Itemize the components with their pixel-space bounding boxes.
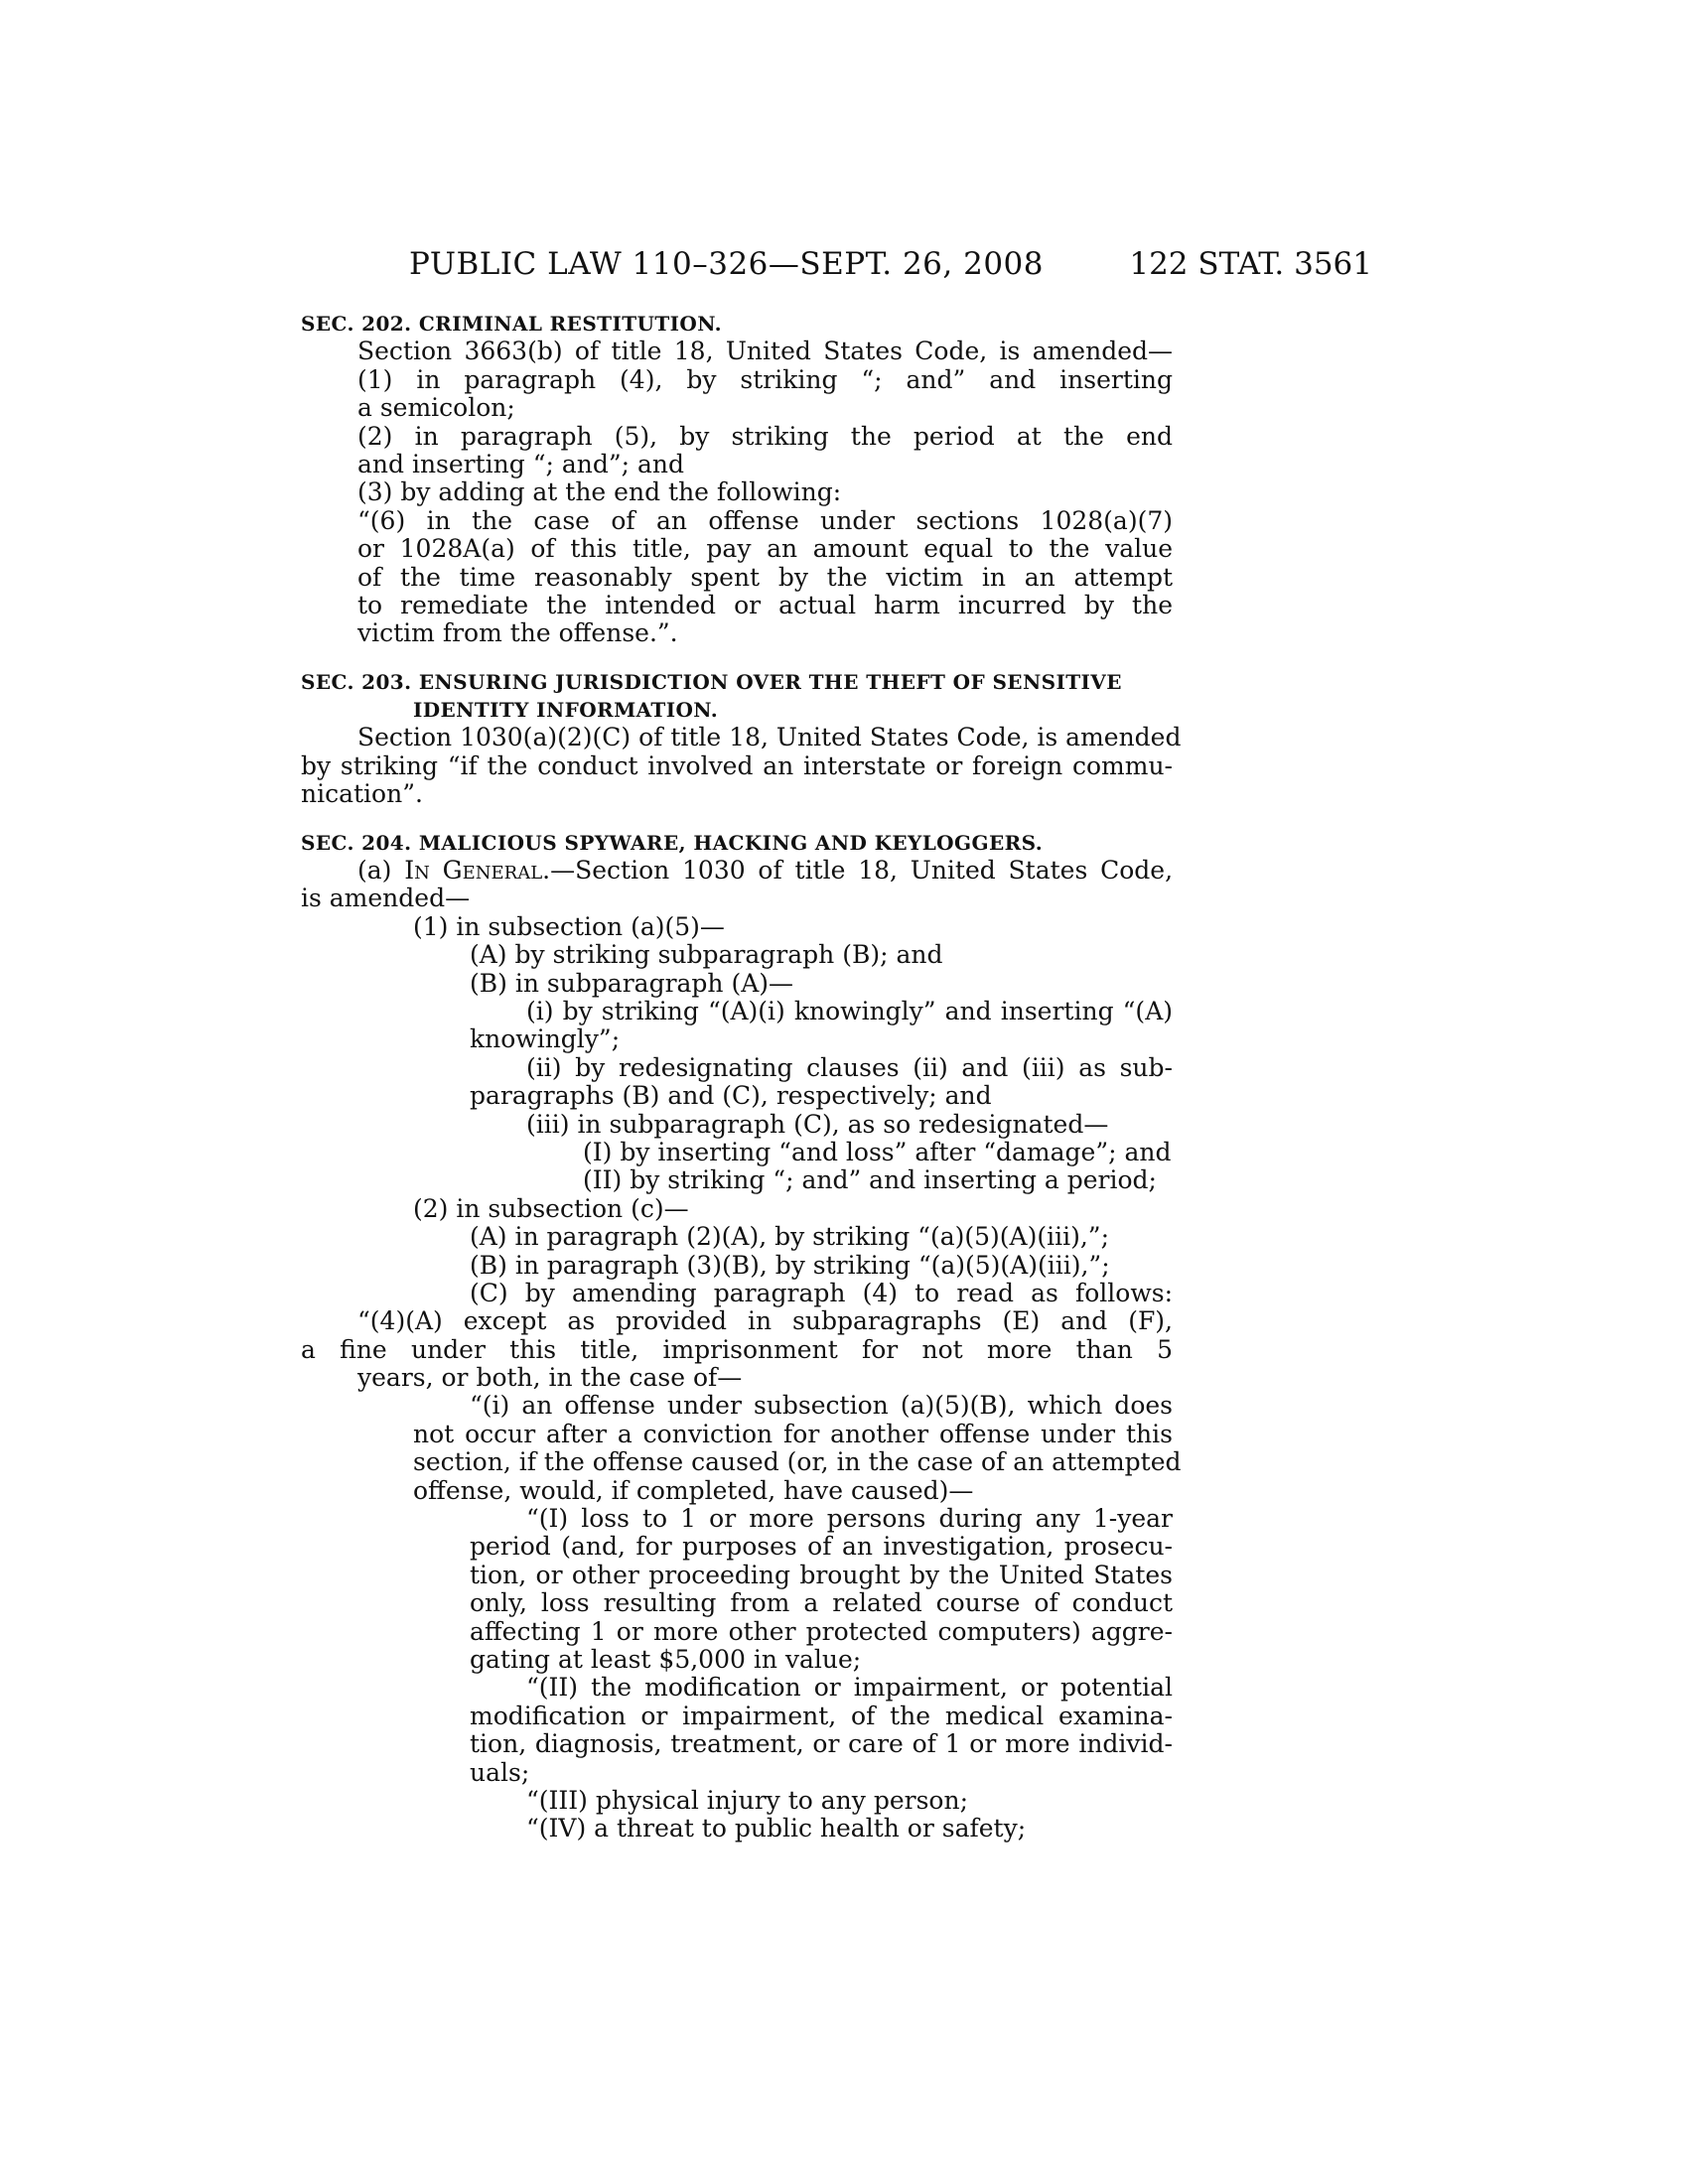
text-line: section, if the offense caused (or, in the case of an attempted (413, 1447, 1182, 1477)
text-line: knowingly”; (470, 1024, 621, 1054)
text-line: (iii) in subparagraph (C), as so redesignated— (526, 1109, 1109, 1139)
text-line: to remediate the intended or actual harm incurred by the (357, 590, 1173, 619)
section-gap (301, 809, 1173, 829)
text-line: affecting 1 or more other protected computers) aggre- (470, 1616, 1173, 1646)
text-line: (ii) by redesignating clauses (ii) and (iii) as sub- (526, 1052, 1173, 1082)
text-line: “(i) an offense under subsection (a)(5)(B), which does (470, 1391, 1173, 1421)
section-heading: SEC. 203. ENSURING JURISDICTION OVER THE THEFT OF SENSITIVE (301, 669, 1122, 694)
text-line: (1) in paragraph (4), by striking “; and” and inserting (357, 364, 1173, 394)
text-line: is amended— (301, 884, 471, 913)
text-line: uals; (470, 1757, 530, 1787)
text-line: Section 1030(a)(2)(C) of title 18, United States Code, is amended (357, 723, 1182, 752)
text-line: “(I) loss to 1 or more persons during any 1-year (526, 1504, 1173, 1534)
page-header (409, 246, 1372, 286)
text-line: “(4)(A) except as provided in subparagraphs (E) and (F), (357, 1306, 1173, 1336)
text-line: (B) in subparagraph (A)— (470, 968, 794, 998)
section-heading: IDENTITY INFORMATION. (413, 698, 719, 723)
text-line: (3) by adding at the end the following: (357, 478, 842, 507)
statute-page-number: 122 STAT. 3561 (1129, 246, 1372, 282)
text-line: (A) in paragraph (2)(A), by striking “(a)(5)(A)(iii),”; (470, 1222, 1109, 1252)
text-line: (2) in paragraph (5), by striking the period at the end (357, 421, 1173, 451)
text-line: modification or impairment, of the medical examina- (470, 1701, 1173, 1730)
text-line: (I) by inserting “and loss” after “damage”; and (583, 1137, 1172, 1166)
text-line: offense, would, if completed, have caused)— (413, 1475, 974, 1505)
text-line: “(IV) a threat to public health or safety; (526, 1814, 1027, 1843)
document-body (301, 310, 1182, 1843)
text-line: (C) by amending paragraph (4) to read as follows: (470, 1278, 1173, 1307)
text-line: and inserting “; and”; and (357, 449, 685, 478)
text-line: (B) in paragraph (3)(B), by striking “(a)(5)(A)(iii),”; (470, 1250, 1110, 1280)
section-heading: SEC. 204. MALICIOUS SPYWARE, HACKING AND KEYLOGGERS. (301, 830, 1044, 855)
text-line: “(6) in the case of an offense under sections 1028(a)(7) (357, 505, 1173, 535)
text-line: or 1028A(a) of this title, pay an amount equal to the value (357, 534, 1173, 564)
text-line: “(II) the modification or impairment, or potential (526, 1673, 1173, 1703)
running-head-title: PUBLIC LAW 110–326—SEPT. 26, 2008 (409, 246, 1044, 282)
text-line: not occur after a conviction for another offense under this (413, 1419, 1173, 1448)
text-line: victim from the offense.”. (357, 618, 678, 648)
text-line: “(III) physical injury to any person; (526, 1785, 969, 1815)
text-line: a fine under this title, imprisonment for not more than 5 (301, 1334, 1173, 1364)
text-line: period (and, for purposes of an investigation, prosecu- (470, 1532, 1173, 1562)
text-line: Section 3663(b) of title 18, United States Code, is amended— (357, 337, 1173, 366)
section-gap (301, 648, 1173, 668)
text-line: paragraphs (B) and (C), respectively; and (470, 1081, 992, 1111)
section-heading: SEC. 202. CRIMINAL RESTITUTION. (301, 312, 722, 336)
text-line: (1) in subsection (a)(5)— (413, 911, 725, 941)
text-line: by striking “if the conduct involved an interstate or foreign commu- (301, 751, 1173, 780)
text-line: only, loss resulting from a related course of conduct (470, 1588, 1173, 1618)
text-line: nication”. (301, 779, 423, 809)
text-line: (A) by striking subparagraph (B); and (470, 940, 943, 970)
text-line: gating at least $5,000 in value; (470, 1644, 862, 1674)
text-line: (II) by striking “; and” and inserting a period; (583, 1165, 1157, 1195)
text-line: (2) in subsection (c)— (413, 1193, 689, 1223)
text-line: a semicolon; (357, 393, 515, 423)
text-line: (i) by striking “(A)(i) knowingly” and inserting “(A) (526, 996, 1173, 1025)
text-line: tion, or other proceeding brought by the United States (470, 1560, 1173, 1589)
text-line: years, or both, in the case of— (357, 1363, 743, 1393)
text-line: of the time reasonably spent by the victim in an attempt (357, 562, 1173, 592)
text-line: tion, diagnosis, treatment, or care of 1 or more individ- (470, 1729, 1173, 1759)
text-line: (a) In General.—Section 1030 of title 18, United States Code, (357, 856, 1174, 886)
